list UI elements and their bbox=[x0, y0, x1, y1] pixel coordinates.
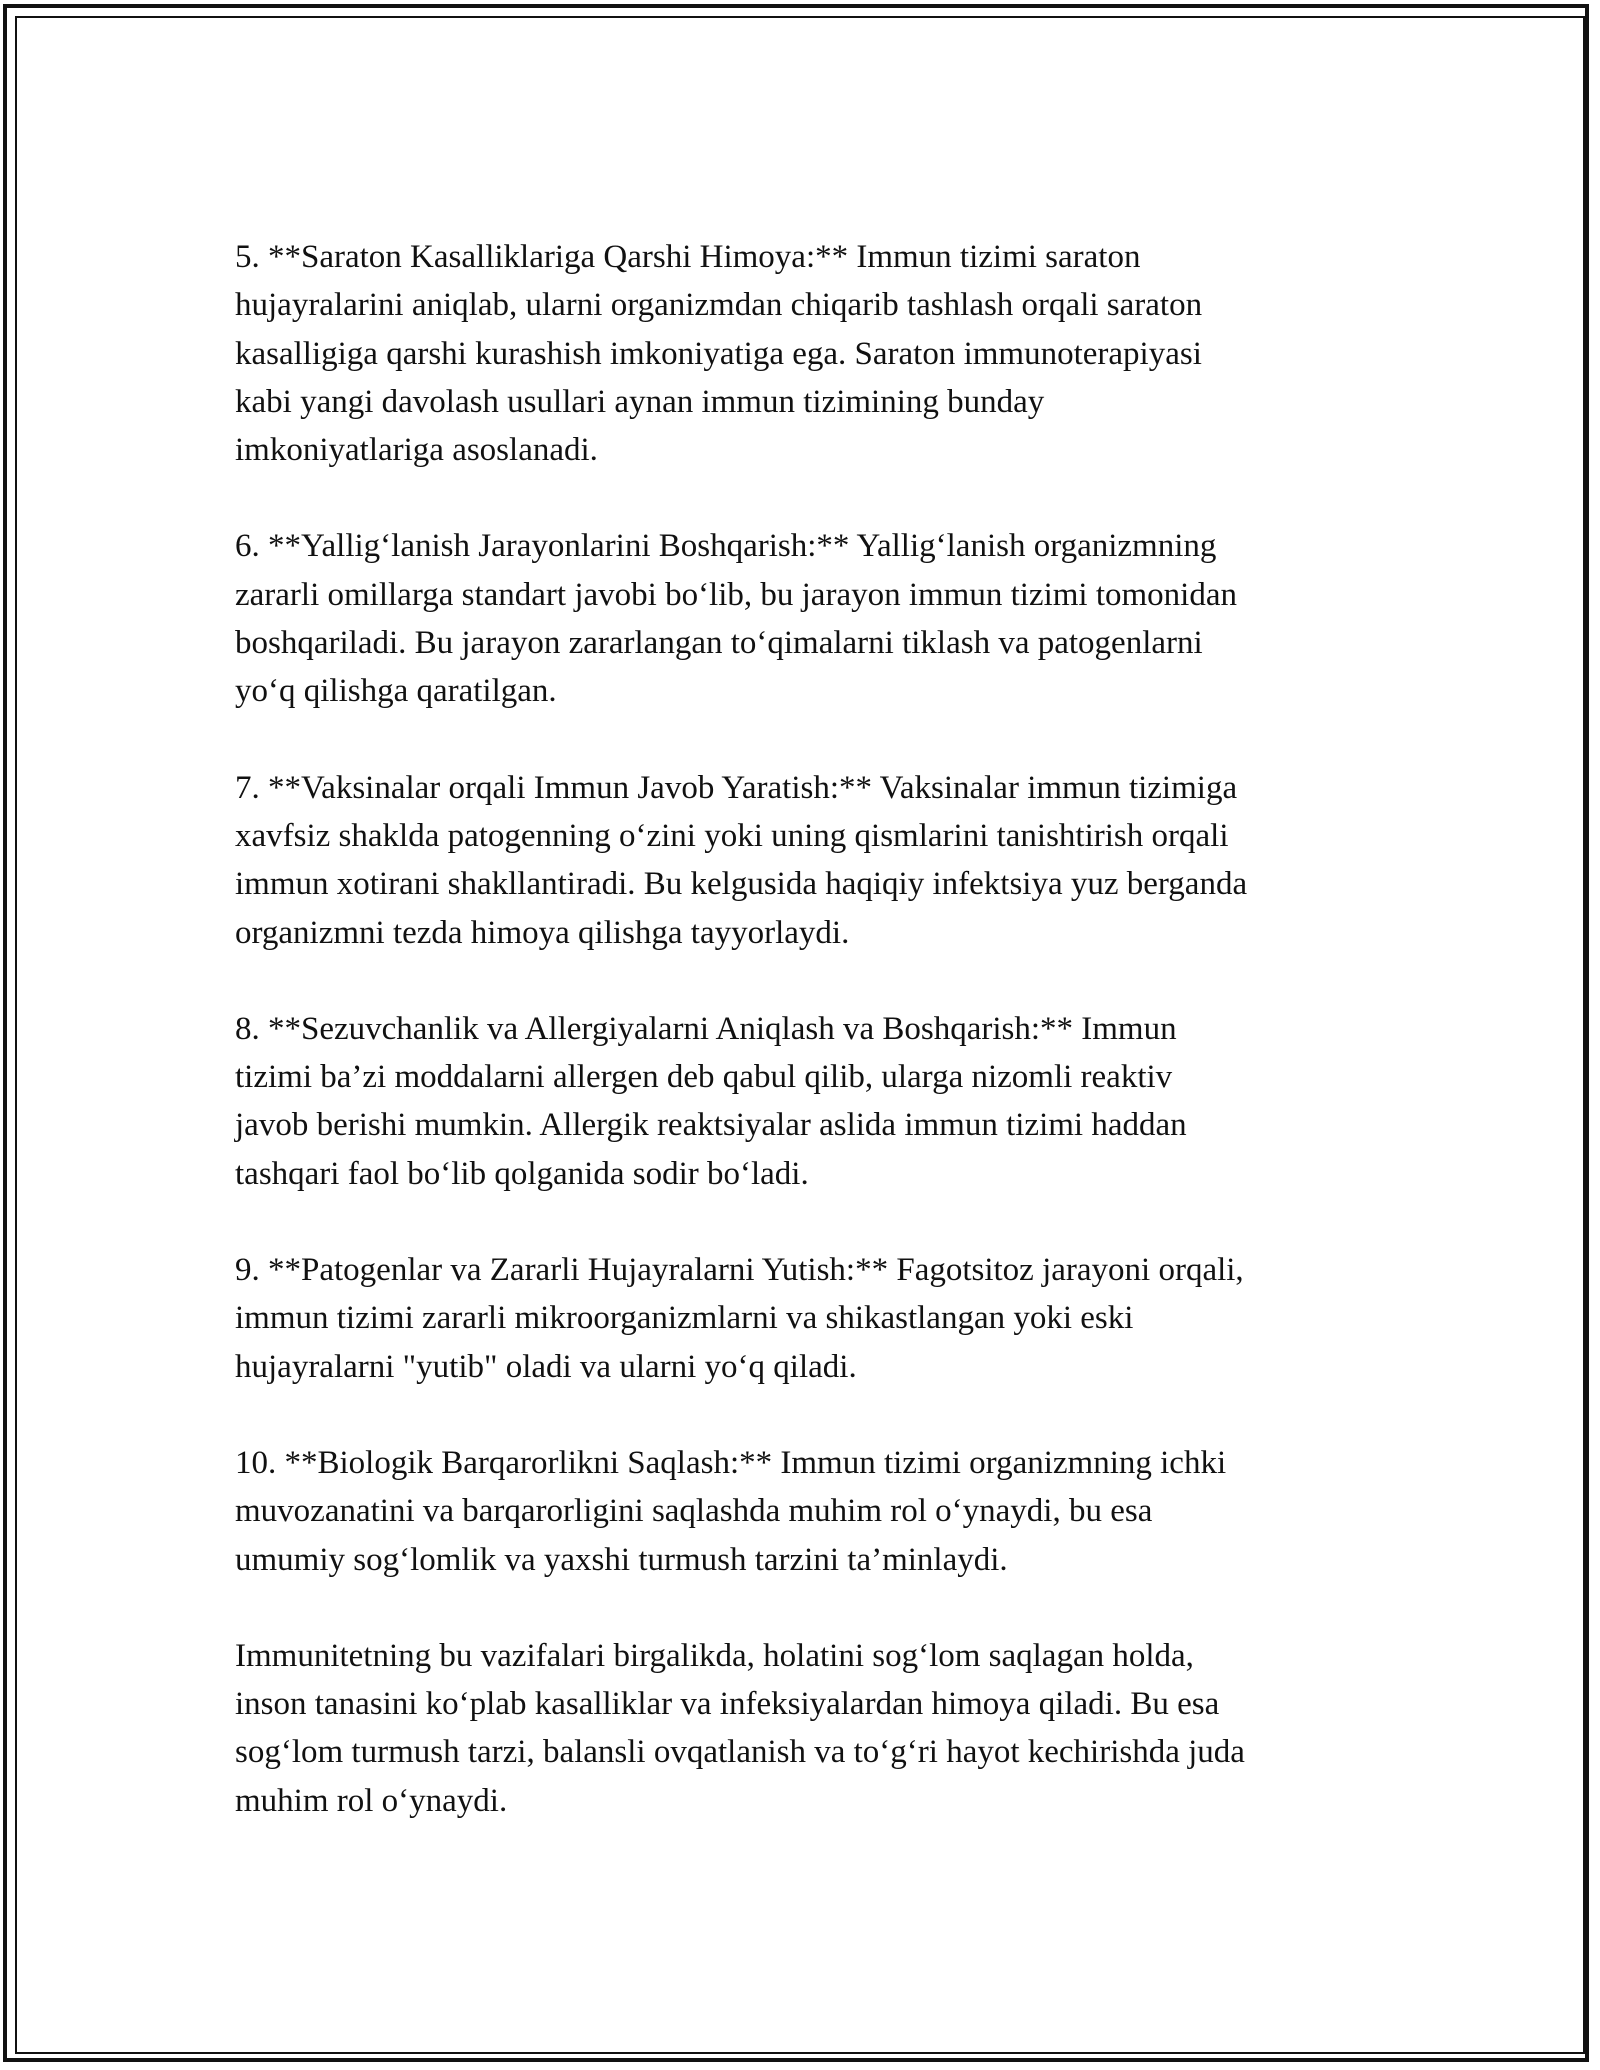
paragraph-item-9: 9. **Patogenlar va Zararli Hujayralarni Yutish:** Fagotsitoz jarayoni orqali, immun tizimi zararli mikroorganizmlarni va shikastlangan yoki eski hujayralarni "yutib" oladi va ularni yo‘q qiladi. bbox=[235, 1252, 1244, 1385]
paragraph-item-7: 7. **Vaksinalar orqali Immun Javob Yaratish:** Vaksinalar immun tizimiga xavfsiz shaklda patogenning o‘zini yoki uning qismlarini tanishtirish orqali immun xotirani shakllantiradi. Bu kelgusida haqiqiy infektsiya yuz berganda organizmni tezda himoya qilishga tayyorlaydi. bbox=[235, 769, 1248, 951]
paragraph-item-10: 10. **Biologik Barqarorlikni Saqlash:** Immun tizimi organizmning ichki muvozanatini va barqarorligini saqlashda muhim rol o‘ynaydi, bu esa umumiy sog‘lomlik va yaxshi turmush tarzini ta’minlaydi. bbox=[235, 1444, 1227, 1578]
paragraph-item-5: 5. **Saraton Kasalliklariga Qarshi Himoya:** Immun tizimi saraton hujayralarini aniqlab, ularni organizmdan chiqarib tashlash orqali saraton kasalligiga qarshi kurashish imkoniyatiga ega. Saraton immunoterapiyasi kabi yangi davolash usullari aynan immun tizimining bunday imkoniyatlariga asoslanadi. bbox=[235, 239, 1203, 469]
document-body bbox=[235, 233, 1370, 1825]
conclusion-paragraph: Immunitetning bu vazifalari birgalikda, holatini sog‘lom saqlagan holda, inson tanasini ko‘plab kasalliklar va infeksiyalardan himoya qiladi. Bu esa sog‘lom turmush tarzi, balansli ovqatlanish va to‘g‘ri hayot kechirishda juda muhim rol o‘ynaydi. bbox=[235, 1637, 1245, 1819]
paragraph-item-6: 6. **Yallig‘lanish Jarayonlarini Boshqarish:** Yallig‘lanish organizmning zararli omillarga standart javobi bo‘lib, bu jarayon immun tizimi tomonidan boshqariladi. Bu jarayon zararlangan to‘qimalarni tiklash va patogenlarni yo‘q qilishga qaratilgan. bbox=[235, 528, 1237, 710]
paragraph-item-8: 8. **Sezuvchanlik va Allergiyalarni Aniqlash va Boshqarish:** Immun tizimi ba’zi moddalarni allergen deb qabul qilib, ularga nizomli reaktiv javob berishi mumkin. Allergik reaktsiyalar aslida immun tizimi haddan tashqari faol bo‘lib qolganida sodir bo‘ladi. bbox=[235, 1010, 1187, 1192]
